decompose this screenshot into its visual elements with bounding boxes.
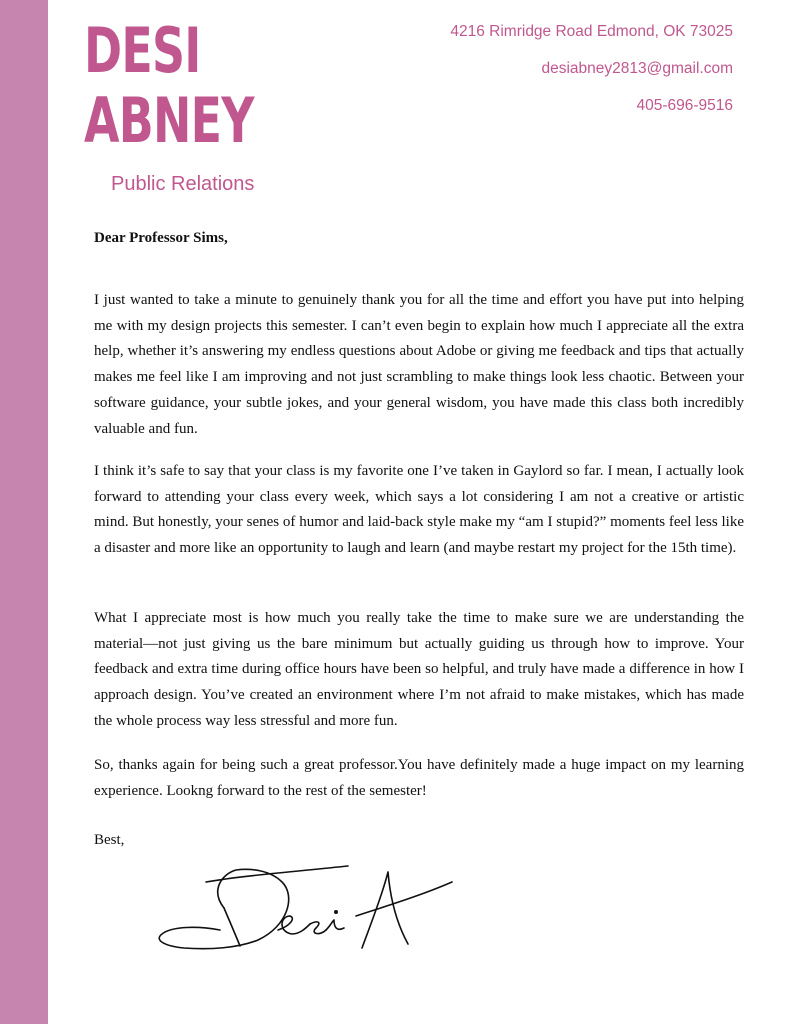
greeting: Dear Professor Sims,	[94, 230, 228, 246]
name-heading	[84, 16, 254, 156]
closing: Best,	[94, 832, 125, 848]
paragraph-1: I just wanted to take a minute to genuinely thank you for all the time and effort you have put into helping me with my design projects this semester. I can’t even begin to explain how much I appreciate all the extra help, whether it’s answering my endless questions about Adobe or giving me feedback and tips that actually makes me feel like I am improving and not just scrambling to make things look less chaotic. Between your software guidance, your subtle jokes, and your general wisdom, you have made this class both incredibly valuable and fun.	[94, 292, 744, 437]
paragraph-4: So, thanks again for being such a great professor.You have definitely made a huge impact on my learning experience. Lookng forward to the rest of the semester!	[94, 757, 744, 799]
phone: 405-696-9516	[636, 97, 733, 114]
paragraph-3: What I appreciate most is how much you really take the time to make sure we are understanding the material—not just giving us the bare minimum but actually guiding us through how to improve. Your feedback and extra time during office hours have been so helpful, and truly have made a difference in how I approach design. You’ve created an environment where I’m not afraid to make mistakes, which has made the whole process way less stressful and more fun.	[94, 610, 744, 729]
address: 4216 Rimridge Road Edmond, OK 73025	[450, 23, 733, 40]
first-name: DESI	[84, 14, 201, 87]
decorative-sidebar	[0, 0, 48, 1024]
job-title: Public Relations	[111, 173, 255, 195]
email: desiabney2813@gmail.com	[541, 60, 733, 77]
handwritten-signature	[150, 860, 470, 960]
last-name: ABNEY	[84, 84, 254, 157]
contact-info	[450, 21, 733, 132]
paragraph-2: I think it’s safe to say that your class is my favorite one I’ve taken in Gaylord so far. I mean, I actually look forward to attending your class every week, which says a lot considering I am not a creative or artistic mind. But honestly, your senes of humor and laid-back style make my “am I stupid?” moments feel less like a disaster and more like an opportunity to laugh and learn (and maybe restart my project for the 15th time).	[94, 463, 744, 557]
